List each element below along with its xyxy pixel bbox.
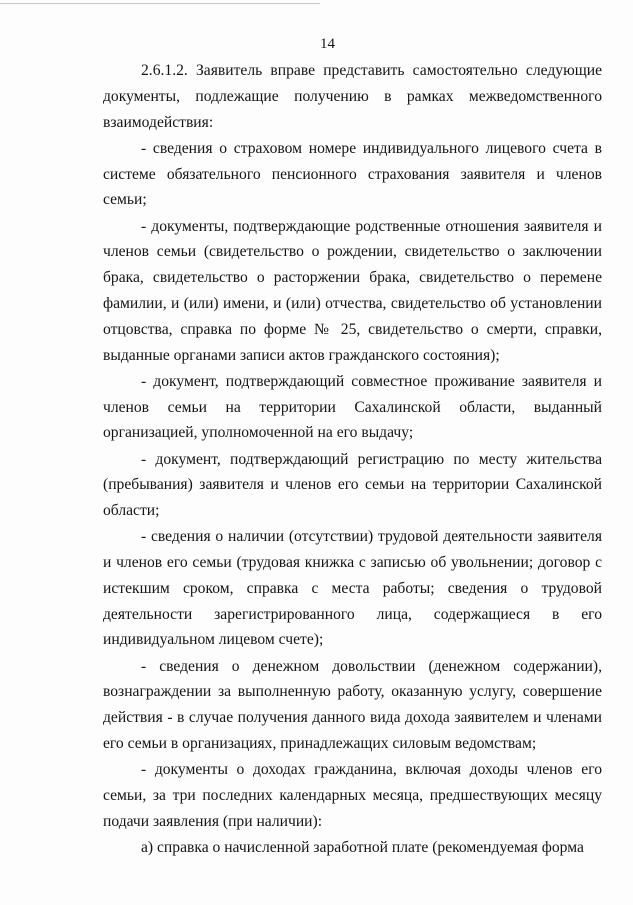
paragraph-intro: 2.6.1.2. Заявитель вправе представить самостоятельно следующие документы, подлежащие получению в рамках межведомственного взаимодействия: — [103, 62, 602, 131]
paragraph-income: - документы о доходах гражданина, включая доходы членов его семьи, за три последних календарных месяца, предшествующих месяцу подачи заявления (при наличии): — [103, 761, 602, 830]
paragraph-registration: - документ, подтверждающий регистрацию по месту жительства (пребывания) заявителя и членов его семьи на территории Сахалинской области; — [103, 450, 602, 520]
scan-edge-line — [0, 3, 320, 4]
paragraph-allowance: - сведения о денежном довольствии (денежном содержании), вознаграждении за выполненную работу, оказанную услугу, совершение действия - в случае получения данного вида дохода заявителем и членами его семьи в организациях, принадлежащих силовым ведомствам; — [103, 657, 602, 753]
paragraph-snils: - сведения о страховом номере индивидуального лицевого счета в системе обязательного пенсионного страхования заявителя и членов семьи; — [103, 139, 602, 209]
paragraph-employment: - сведения о наличии (отсутствии) трудовой деятельности заявителя и членов его семьи (трудовая книжка с записью об увольнении; договор с истекшим сроком, справка с места работы; сведения о трудовой деятельности зарегистрированного лица, содержащиеся в его индивидуальном лицевом счете); — [103, 528, 602, 649]
paragraph-cohabitation: - документ, подтверждающий совместное проживание заявителя и членов семьи на территории Сахалинской области, выданный организацией, уполномоченной на его выдачу; — [103, 372, 602, 442]
document-body — [103, 58, 602, 861]
paragraph-salary-certificate: а) справка о начисленной заработной плате (рекомендуемая форма — [141, 839, 584, 857]
paragraph-kinship-documents: - документы, подтверждающие родственные отношения заявителя и членов семьи (свидетельство о рождении, свидетельство о заключении брака, свидетельство о расторжении брака, свидетельство о перемене фамилии, и (или) имени, и (или) отчества, свидетельство об установлении отцовства, справка по форме № 25, свидетельство о смерти, справки, выданные органами записи актов гражданского состояния); — [103, 217, 602, 364]
page-number: 14 — [320, 36, 335, 52]
